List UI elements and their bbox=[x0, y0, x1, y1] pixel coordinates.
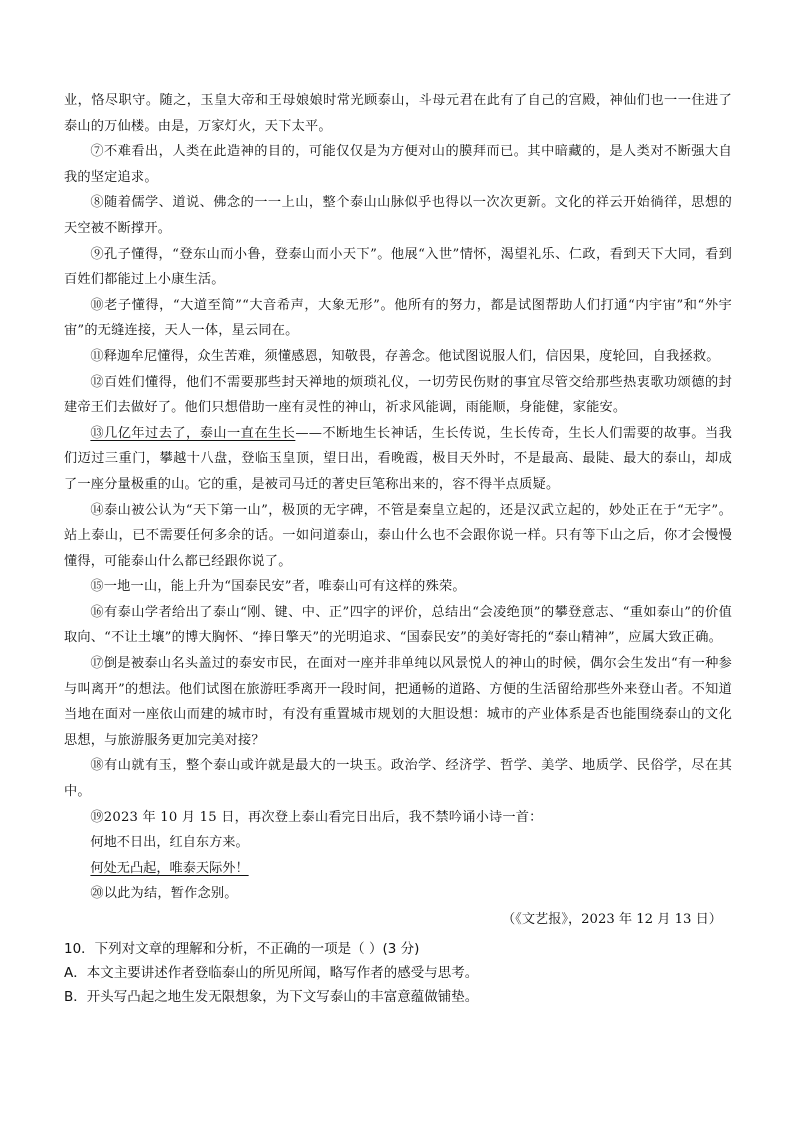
poem-line-2 bbox=[64, 856, 732, 882]
paragraph-18: ⑱有山就有玉，整个泰山或许就是最大的一块玉。政治学、经济学、哲学、美学、地质学、民俗学，尽在其中。 bbox=[64, 758, 732, 800]
question-10 bbox=[64, 937, 732, 1009]
paragraph-14: ⑭泰山被公认为“天下第一山”，极顶的无字碑，不管是秦皇立起的，还是汉武立起的，妙处正在于“无字”。站上泰山，已不需要任何多余的话。一如问道泰山，泰山什么也不会跟你说一样。只有等下山之后，你才会慢慢懂得，可能泰山什么都已经跟你说了。 bbox=[64, 502, 732, 569]
option-b: B．开头写凸起之地生发无限想象，为下文写泰山的丰富意蕴做铺垫。 bbox=[64, 988, 479, 1005]
poem-line-1: 何地不日出，红自东方来。 bbox=[90, 835, 249, 851]
underlined-sentence: ⑬几亿年过去了，泰山一直在生长 bbox=[90, 425, 296, 441]
paragraph-15: ⑮一地一山，能上升为“国泰民安”者，唯泰山可有这样的殊荣。 bbox=[90, 579, 466, 595]
paragraph-20: ⑳以此为结，暂作念别。 bbox=[90, 886, 238, 902]
paragraph-12: ⑫百姓们懂得，他们不需要那些封天禅地的烦琐礼仪，一切劳民伤财的事宜尽管交给那些热衷歌功颂德的封建帝王们去做好了。他们只想借助一座有灵性的神山，祈求风能调，雨能顺，身能健，家能安。 bbox=[64, 374, 732, 416]
paragraph-11: ⑪释迦牟尼懂得，众生苦难，须懂感恩，知敬畏，存善念。他试图说服人们，信因果，度轮回，自我拯救。 bbox=[90, 348, 720, 364]
paragraph-10: ⑩老子懂得，“大道至简”“大音希声，大象无形”。他所有的努力，都是试图帮助人们打通“内宇宙”和“外宇宙”的无缝连接，天人一体，星云同在。 bbox=[64, 297, 732, 339]
paragraph-continued: 业，恪尽职守。随之，玉皇大帝和王母娘娘时常光顾泰山，斗母元君在此有了自己的宫殿，神仙们也一一住进了泰山的万仙楼。由是，万家灯火，天下太平。 bbox=[64, 93, 732, 134]
source-citation: （《文艺报》，2023 年 12 月 13 日） bbox=[502, 912, 722, 927]
article-body bbox=[64, 88, 732, 1009]
paragraph-8: ⑧随着儒学、道说、佛念的一一上山，整个泰山山脉似乎也得以一次次更新。文化的祥云开始徜徉，思想的天空被不断撑开。 bbox=[64, 195, 732, 236]
paragraph-13 bbox=[64, 421, 732, 498]
paragraph-16: ⑯有泰山学者给出了泰山“刚、键、中、正”四字的评价，总结出“会凌绝顶”的攀登意志、“重如泰山”的价值取向、“不让土壤”的博大胸怀、“捧日擎天”的光明追求、“国泰民安”的美好寄托的“泰山精神”，应属大致正确。 bbox=[64, 604, 732, 646]
paragraph-9: ⑨孔子懂得，“登东山而小鲁，登泰山而小天下”。他展“入世”情怀，渴望礼乐、仁政，看到天下大同，看到百姓们都能过上小康生活。 bbox=[64, 246, 732, 288]
paragraph-19: ⑲2023 年 10 月 15 日，再次登上泰山看完日出后，我不禁吟诵小诗一首： bbox=[90, 809, 543, 825]
paragraph-7: ⑦不难看出，人类在此造神的目的，可能仅仅是为方便对山的膜拜而已。其中暗藏的，是人类对不断强大自我的坚定追求。 bbox=[64, 144, 732, 185]
option-a: A．本文主要讲述作者登临泰山的所见所闻，略写作者的感受与思考。 bbox=[64, 964, 479, 981]
question-stem: 10．下列对文章的理解和分析，不正确的一项是（ ）(3 分) bbox=[64, 940, 420, 957]
paragraph-13-rest: ——不断地生长神话，生长传说，生长传奇，生长人们需要的故事。当我们迈过三重门，攀越十八盘，登临玉皇顶，望日出，看晚霞，极目天外时，不是最高、最陡、最大的泰山，却成了一座分量极重的山。它的重，是被司马迁的著史巨笔称出来的，容不得半点质疑。 bbox=[64, 425, 733, 492]
paragraph-17: ⑰倒是被泰山名头盖过的泰安市民，在面对一座并非单纯以风景悦人的神山的时候，偶尔会生发出“有一种参与叫离开”的想法。他们试图在旅游旺季离开一段时间，把通畅的道路、方便的生活留给那些外来登山者。不知道当地在面对一座依山而建的城市时，有没有重置城市规划的大胆设想：城市的产业体系是否也能围绕泰山的文化思想，与旅游服务更加完美对接？ bbox=[64, 656, 732, 748]
poem-line-2-text: 何处无凸起，唯泰天际外！ bbox=[90, 860, 249, 876]
